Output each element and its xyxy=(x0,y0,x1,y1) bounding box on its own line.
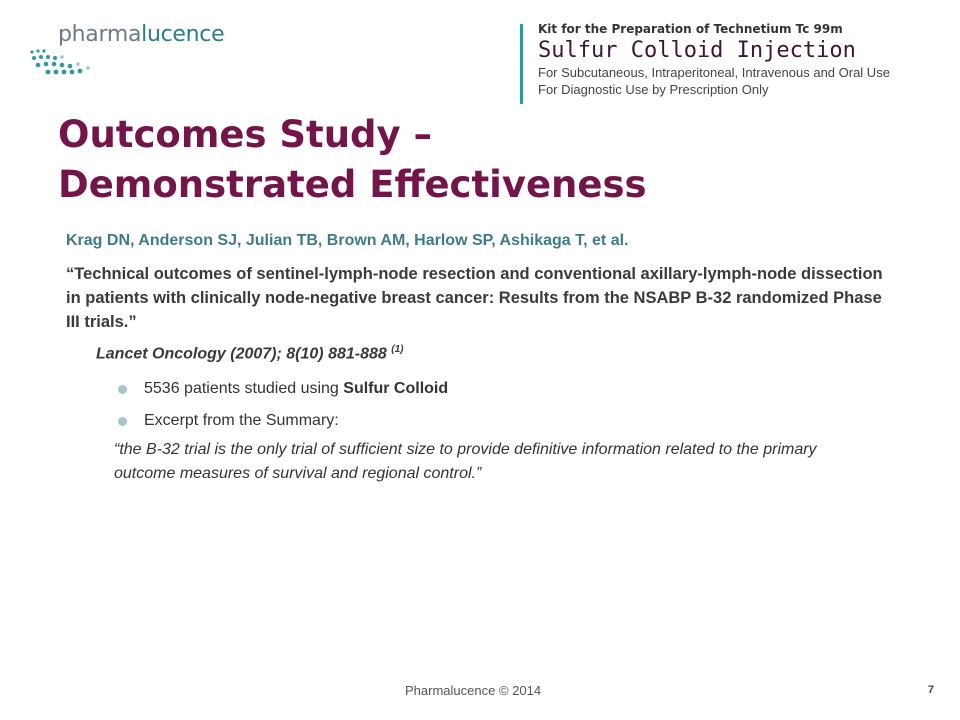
route-of-administration: For Subcutaneous, Intraperitoneal, Intravenous and Oral Use xyxy=(538,65,890,80)
reference-marker: (1) xyxy=(391,344,404,355)
slide-footer xyxy=(0,683,960,703)
study-authors: Krag DN, Anderson SJ, Julian TB, Brown AM, Harlow SP, Ashikaga T, et al. xyxy=(66,232,629,249)
bullet-text: Excerpt from the Summary: xyxy=(144,412,339,429)
bullet-icon xyxy=(118,385,127,394)
prescription-note: For Diagnostic Use by Prescription Only xyxy=(538,82,769,97)
list-item xyxy=(118,378,448,410)
article-title: “Technical outcomes of sentinel-lymph-node resection and conventional axillary-lymph-node dissection in patients with clinically node-negative breast cancer: Results from the NSABP B-32 randomized Phase III trials.” xyxy=(66,265,883,331)
bullet-icon xyxy=(118,417,127,426)
bullet-bold-text: Sulfur Colloid xyxy=(343,380,449,397)
pharmalucence-logo xyxy=(28,22,225,74)
summary-quote: “the B-32 trial is the only trial of sufficient size to provide definitive information related to the primary outcome measures of survival and regional control.” xyxy=(114,441,817,482)
slide-title xyxy=(58,110,647,210)
logo-dots-icon xyxy=(28,48,98,76)
copyright: Pharmalucence © 2014 xyxy=(405,683,542,698)
journal-name: Lancet Oncology (2007); 8(10) 881-888 xyxy=(96,345,387,363)
study-bullets xyxy=(118,378,448,442)
slide-title-line-2: Demonstrated Effectiveness xyxy=(58,163,647,206)
journal-citation xyxy=(96,344,403,363)
header-divider xyxy=(520,24,523,104)
slide-title-line-1: Outcomes Study – xyxy=(58,113,433,156)
logo-wordmark: pharmalucence xyxy=(58,22,225,47)
page-number: 7 xyxy=(927,684,934,696)
kit-description: Kit for the Preparation of Technetium Tc 99m xyxy=(538,22,843,36)
bullet-text: 5536 patients studied using xyxy=(144,380,339,397)
product-name: Sulfur Colloid Injection xyxy=(538,38,856,63)
product-header xyxy=(538,22,948,98)
